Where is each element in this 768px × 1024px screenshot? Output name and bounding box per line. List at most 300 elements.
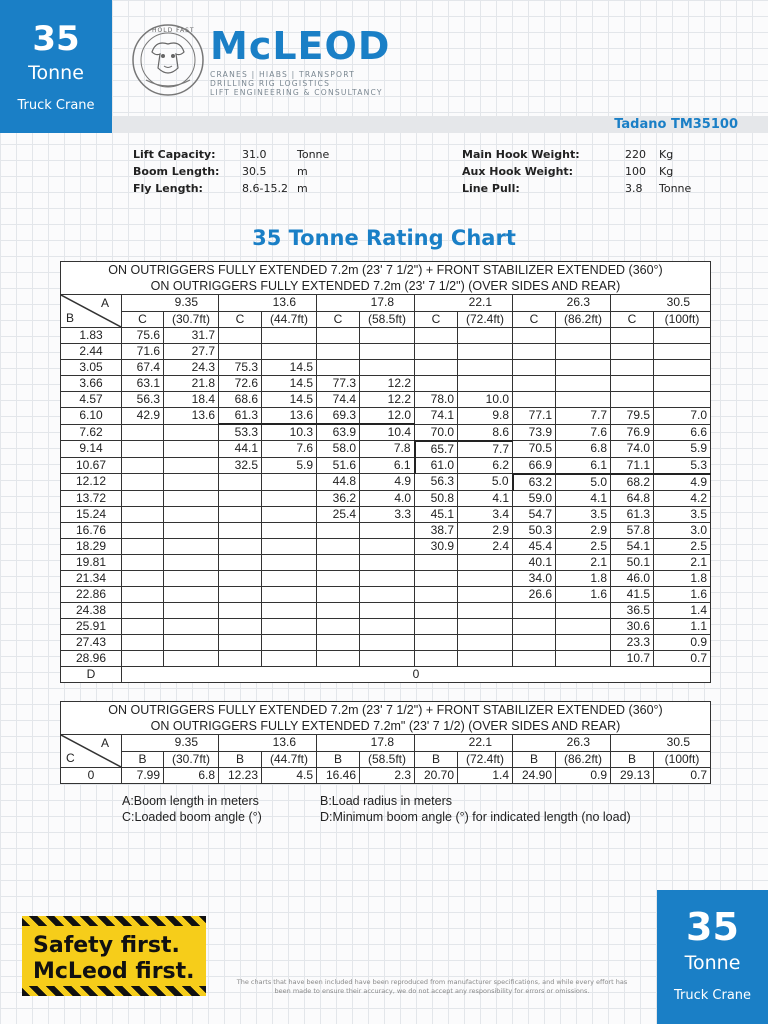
capacity-cell bbox=[556, 602, 611, 618]
capacity-cell: 4.0 bbox=[360, 490, 415, 506]
boom-length-ft: (58.5ft) bbox=[360, 311, 415, 328]
capacity-cell: 69.3 bbox=[317, 408, 360, 425]
capacity-cell bbox=[164, 554, 219, 570]
capacity-cell: 36.5 bbox=[611, 602, 654, 618]
table-row bbox=[61, 650, 711, 666]
capacity-cell: 71.6 bbox=[122, 344, 164, 360]
radius-cell: 2.3 bbox=[360, 768, 415, 784]
capacity-cell bbox=[219, 650, 262, 666]
capacity-cell bbox=[415, 360, 458, 376]
capacity-cell: 73.9 bbox=[513, 424, 556, 441]
boom-length-header: 22.1 bbox=[415, 295, 513, 312]
capacity-cell bbox=[164, 441, 219, 458]
capacity-cell: 7.7 bbox=[556, 408, 611, 425]
capacity-cell bbox=[317, 618, 360, 634]
column-label: C bbox=[513, 311, 556, 328]
capacity-cell: 50.8 bbox=[415, 490, 458, 506]
capacity-cell bbox=[458, 328, 513, 344]
capacity-cell: 6.1 bbox=[360, 457, 415, 474]
spec-value: 220 bbox=[625, 148, 646, 161]
capacity-cell bbox=[219, 344, 262, 360]
min-angle-value: 0 bbox=[122, 666, 711, 682]
legend-item: D:Minimum boom angle (°) for indicated length (no load) bbox=[320, 810, 631, 824]
safety-text bbox=[33, 933, 195, 985]
capacity-cell bbox=[262, 522, 317, 538]
capacity-cell: 67.4 bbox=[122, 360, 164, 376]
capacity-cell: 24.3 bbox=[164, 360, 219, 376]
capacity-cell bbox=[415, 650, 458, 666]
capacity-cell bbox=[317, 344, 360, 360]
capacity-cell bbox=[122, 441, 164, 458]
capacity-cell bbox=[513, 360, 556, 376]
spec-row bbox=[133, 182, 329, 199]
boom-length-header: 9.35 bbox=[122, 295, 219, 312]
capacity-cell: 32.5 bbox=[219, 457, 262, 474]
capacity-cell: 14.5 bbox=[262, 376, 317, 392]
capacity-cell bbox=[122, 554, 164, 570]
capacity-cell bbox=[556, 376, 611, 392]
capacity-cell bbox=[513, 344, 556, 360]
capacity-cell bbox=[611, 376, 654, 392]
min-angle-table bbox=[60, 701, 711, 784]
capacity-cell bbox=[317, 650, 360, 666]
spec-unit: m bbox=[297, 165, 308, 178]
capacity-cell: 6.8 bbox=[556, 441, 611, 458]
hazard-stripe bbox=[22, 986, 206, 996]
capacity-cell: 75.6 bbox=[122, 328, 164, 344]
radius-cell: 4.57 bbox=[61, 392, 122, 408]
capacity-cell: 2.4 bbox=[458, 538, 513, 554]
capacity-cell: 50.3 bbox=[513, 522, 556, 538]
capacity-cell bbox=[164, 570, 219, 586]
spec-row bbox=[133, 165, 329, 182]
column-label: B bbox=[415, 751, 458, 768]
capacity-cell bbox=[219, 506, 262, 522]
spec-value: 31.0 bbox=[242, 148, 267, 161]
capacity-cell bbox=[415, 554, 458, 570]
capacity-cell bbox=[219, 618, 262, 634]
capacity-cell: 14.5 bbox=[262, 360, 317, 376]
radius-cell: 27.43 bbox=[61, 634, 122, 650]
capacity-cell: 56.3 bbox=[415, 474, 458, 491]
radius-cell: 22.86 bbox=[61, 586, 122, 602]
table-row bbox=[61, 490, 711, 506]
capacity-cell bbox=[611, 392, 654, 408]
crest-text: HOLD FAST bbox=[152, 27, 195, 34]
radius-cell: 7.99 bbox=[122, 768, 164, 784]
radius-cell: 21.34 bbox=[61, 570, 122, 586]
boom-length-ft: (72.4ft) bbox=[458, 751, 513, 768]
spec-unit: Tonne bbox=[297, 148, 330, 161]
capacity-cell: 13.6 bbox=[262, 408, 317, 425]
specs-right bbox=[462, 148, 691, 199]
spec-unit: Kg bbox=[659, 165, 674, 178]
capacity-cell bbox=[219, 522, 262, 538]
capacity-cell bbox=[164, 586, 219, 602]
column-label: B bbox=[122, 751, 164, 768]
radius-cell: 4.5 bbox=[262, 768, 317, 784]
capacity-cell bbox=[164, 538, 219, 554]
capacity-cell: 4.2 bbox=[654, 490, 711, 506]
table-row bbox=[61, 506, 711, 522]
spec-unit: m bbox=[297, 182, 308, 195]
capacity-cell: 7.0 bbox=[654, 408, 711, 425]
capacity-cell bbox=[360, 522, 415, 538]
capacity-cell: 12.2 bbox=[360, 392, 415, 408]
capacity-cell: 38.7 bbox=[415, 522, 458, 538]
table-row bbox=[61, 554, 711, 570]
capacity-cell bbox=[122, 506, 164, 522]
capacity-cell bbox=[458, 554, 513, 570]
column-label: C bbox=[415, 311, 458, 328]
capacity-cell: 58.0 bbox=[317, 441, 360, 458]
capacity-cell: 63.2 bbox=[513, 474, 556, 491]
capacity-cell bbox=[556, 392, 611, 408]
capacity-cell bbox=[458, 634, 513, 650]
capacity-cell bbox=[317, 586, 360, 602]
legend-left bbox=[122, 793, 262, 825]
capacity-cell bbox=[360, 634, 415, 650]
capacity-cell bbox=[458, 618, 513, 634]
capacity-cell: 31.7 bbox=[164, 328, 219, 344]
radius-cell: 16.46 bbox=[317, 768, 360, 784]
boom-length-ft: (58.5ft) bbox=[360, 751, 415, 768]
capacity-cell: 45.4 bbox=[513, 538, 556, 554]
capacity-cell: 0.7 bbox=[654, 650, 711, 666]
capacity-cell bbox=[122, 474, 164, 491]
capacity-cell: 6.6 bbox=[654, 424, 711, 441]
capacity-cell bbox=[415, 634, 458, 650]
capacity-cell: 3.4 bbox=[458, 506, 513, 522]
capacity-cell bbox=[164, 522, 219, 538]
radius-cell: 25.91 bbox=[61, 618, 122, 634]
radius-cell: 6.10 bbox=[61, 408, 122, 425]
capacity-cell: 26.6 bbox=[513, 586, 556, 602]
capacity-cell: 2.5 bbox=[654, 538, 711, 554]
capacity-cell: 5.0 bbox=[458, 474, 513, 491]
boom-length-header: 9.35 bbox=[122, 735, 219, 752]
spec-label: Main Hook Weight: bbox=[462, 148, 580, 161]
capacity-cell: 68.2 bbox=[611, 474, 654, 491]
table-row bbox=[61, 408, 711, 425]
capacity-cell: 54.7 bbox=[513, 506, 556, 522]
capacity-cell bbox=[262, 602, 317, 618]
spec-value: 3.8 bbox=[625, 182, 643, 195]
capacity-cell bbox=[556, 650, 611, 666]
table-row bbox=[61, 634, 711, 650]
brand-name: McLEOD bbox=[210, 24, 391, 68]
capacity-cell: 5.9 bbox=[654, 441, 711, 458]
capacity-cell: 4.9 bbox=[654, 474, 711, 491]
badge-unit: Tonne bbox=[684, 952, 741, 974]
capacity-cell bbox=[415, 570, 458, 586]
radius-cell: 2.44 bbox=[61, 344, 122, 360]
capacity-cell bbox=[360, 538, 415, 554]
capacity-cell bbox=[513, 602, 556, 618]
radius-cell: 24.38 bbox=[61, 602, 122, 618]
radius-cell: 6.8 bbox=[164, 768, 219, 784]
capacity-cell: 74.4 bbox=[317, 392, 360, 408]
capacity-cell bbox=[122, 570, 164, 586]
badge-crane-type: Truck Crane bbox=[17, 98, 95, 113]
capacity-cell bbox=[458, 650, 513, 666]
capacity-cell bbox=[513, 392, 556, 408]
capacity-cell bbox=[360, 554, 415, 570]
capacity-cell bbox=[458, 586, 513, 602]
capacity-cell: 0.9 bbox=[654, 634, 711, 650]
capacity-cell bbox=[122, 457, 164, 474]
radius-cell: 0.7 bbox=[654, 768, 711, 784]
boom-length-header: 13.6 bbox=[219, 295, 317, 312]
corner-b: B bbox=[66, 311, 75, 325]
capacity-cell: 1.6 bbox=[556, 586, 611, 602]
capacity-cell bbox=[317, 522, 360, 538]
spec-unit: Kg bbox=[659, 148, 674, 161]
capacity-cell: 40.1 bbox=[513, 554, 556, 570]
capacity-cell bbox=[611, 360, 654, 376]
boom-length-row bbox=[61, 295, 711, 312]
capacity-cell: 76.9 bbox=[611, 424, 654, 441]
boom-length-ft: (86.2ft) bbox=[556, 751, 611, 768]
capacity-cell bbox=[654, 392, 711, 408]
capacity-cell: 64.8 bbox=[611, 490, 654, 506]
capacity-cell: 74.1 bbox=[415, 408, 458, 425]
boom-length-ft: (100ft) bbox=[654, 311, 711, 328]
capacity-cell bbox=[360, 328, 415, 344]
capacity-cell: 72.6 bbox=[219, 376, 262, 392]
capacity-cell bbox=[164, 424, 219, 441]
capacity-cell bbox=[654, 360, 711, 376]
column-label: B bbox=[317, 751, 360, 768]
capacity-cell: 45.1 bbox=[415, 506, 458, 522]
legend-item: A:Boom length in meters bbox=[122, 794, 259, 808]
capacity-cell: 1.8 bbox=[556, 570, 611, 586]
badge-number: 35 bbox=[32, 19, 80, 59]
capacity-cell: 42.9 bbox=[122, 408, 164, 425]
capacity-cell bbox=[122, 650, 164, 666]
capacity-cell: 36.2 bbox=[317, 490, 360, 506]
angle-cell: 0 bbox=[61, 768, 122, 784]
capacity-cell bbox=[556, 328, 611, 344]
capacity-cell bbox=[262, 554, 317, 570]
table-row bbox=[61, 457, 711, 474]
table-header-row bbox=[61, 262, 711, 295]
capacity-cell: 7.6 bbox=[262, 441, 317, 458]
capacity-cell bbox=[556, 360, 611, 376]
capacity-cell: 3.3 bbox=[360, 506, 415, 522]
capacity-cell bbox=[219, 328, 262, 344]
capacity-cell: 65.7 bbox=[415, 441, 458, 458]
capacity-cell bbox=[219, 634, 262, 650]
legend-item: C:Loaded boom angle (°) bbox=[122, 810, 262, 824]
capacity-cell bbox=[654, 376, 711, 392]
capacity-cell bbox=[360, 602, 415, 618]
table-row bbox=[61, 768, 711, 784]
capacity-cell bbox=[164, 506, 219, 522]
corner-a: A bbox=[100, 736, 109, 750]
capacity-cell bbox=[360, 344, 415, 360]
capacity-cell bbox=[513, 328, 556, 344]
capacity-cell bbox=[360, 586, 415, 602]
spec-value: 8.6-15.2 bbox=[242, 182, 288, 195]
legend-item: B:Load radius in meters bbox=[320, 794, 453, 808]
column-label: B bbox=[611, 751, 654, 768]
header-line-1: ON OUTRIGGERS FULLY EXTENDED 7.2m (23' 7 1/2") + FRONT STABILIZER EXTENDED (360°) bbox=[108, 703, 663, 717]
radius-cell: 18.29 bbox=[61, 538, 122, 554]
spec-label: Boom Length: bbox=[133, 165, 220, 178]
spec-unit: Tonne bbox=[659, 182, 692, 195]
capacity-cell bbox=[219, 538, 262, 554]
spec-row bbox=[462, 165, 691, 182]
table-row bbox=[61, 376, 711, 392]
capacity-cell: 4.1 bbox=[458, 490, 513, 506]
capacity-cell: 61.0 bbox=[415, 457, 458, 474]
capacity-cell bbox=[262, 650, 317, 666]
capacity-cell: 10.3 bbox=[262, 424, 317, 441]
capacity-cell bbox=[360, 650, 415, 666]
capacity-cell bbox=[219, 490, 262, 506]
capacity-cell bbox=[556, 618, 611, 634]
capacity-cell: 21.8 bbox=[164, 376, 219, 392]
capacity-cell: 41.5 bbox=[611, 586, 654, 602]
capacity-badge-bottom bbox=[657, 890, 768, 1024]
capacity-cell: 68.6 bbox=[219, 392, 262, 408]
header-line-2: ON OUTRIGGERS FULLY EXTENDED 7.2m (23' 7 1/2") (OVER SIDES AND REAR) bbox=[150, 279, 621, 293]
capacity-cell bbox=[122, 634, 164, 650]
capacity-cell bbox=[262, 344, 317, 360]
capacity-cell bbox=[122, 602, 164, 618]
safety-sign bbox=[22, 916, 206, 996]
capacity-cell bbox=[654, 344, 711, 360]
capacity-cell: 8.6 bbox=[458, 424, 513, 441]
radius-cell: 16.76 bbox=[61, 522, 122, 538]
logo-tagline-1: CRANES | HIABS | TRANSPORT bbox=[210, 70, 355, 79]
table-row bbox=[61, 344, 711, 360]
capacity-cell: 5.9 bbox=[262, 457, 317, 474]
capacity-cell bbox=[415, 618, 458, 634]
capacity-cell: 1.6 bbox=[654, 586, 711, 602]
capacity-cell bbox=[219, 570, 262, 586]
capacity-cell bbox=[122, 490, 164, 506]
spec-label: Lift Capacity: bbox=[133, 148, 216, 161]
header-line-1: ON OUTRIGGERS FULLY EXTENDED 7.2m (23' 7 1/2") + FRONT STABILIZER EXTENDED (360°) bbox=[108, 263, 663, 277]
table-header-row bbox=[61, 702, 711, 735]
capacity-cell: 77.1 bbox=[513, 408, 556, 425]
capacity-cell bbox=[556, 634, 611, 650]
column-label: B bbox=[219, 751, 262, 768]
boom-length-header: 30.5 bbox=[611, 735, 711, 752]
boom-length-header: 30.5 bbox=[611, 295, 711, 312]
capacity-cell: 1.1 bbox=[654, 618, 711, 634]
capacity-cell: 77.3 bbox=[317, 376, 360, 392]
spec-value: 30.5 bbox=[242, 165, 267, 178]
capacity-cell: 56.3 bbox=[122, 392, 164, 408]
radius-cell: 10.67 bbox=[61, 457, 122, 474]
capacity-cell: 66.9 bbox=[513, 457, 556, 474]
capacity-cell bbox=[262, 328, 317, 344]
boom-length-ft: (30.7ft) bbox=[164, 311, 219, 328]
capacity-cell bbox=[122, 618, 164, 634]
capacity-cell bbox=[317, 360, 360, 376]
capacity-cell bbox=[262, 506, 317, 522]
capacity-cell bbox=[164, 457, 219, 474]
radius-cell: 20.70 bbox=[415, 768, 458, 784]
radius-cell: 1.83 bbox=[61, 328, 122, 344]
capacity-cell bbox=[458, 344, 513, 360]
capacity-cell: 1.4 bbox=[654, 602, 711, 618]
capacity-cell: 6.2 bbox=[458, 457, 513, 474]
table-row bbox=[61, 328, 711, 344]
rating-table bbox=[60, 261, 711, 683]
radius-cell: 7.62 bbox=[61, 424, 122, 441]
spec-value: 100 bbox=[625, 165, 646, 178]
column-subheader-row bbox=[61, 751, 711, 768]
capacity-cell: 2.9 bbox=[458, 522, 513, 538]
capacity-cell bbox=[458, 602, 513, 618]
capacity-cell: 74.0 bbox=[611, 441, 654, 458]
capacity-cell: 5.3 bbox=[654, 457, 711, 474]
capacity-cell: 2.1 bbox=[556, 554, 611, 570]
boom-length-header: 17.8 bbox=[317, 735, 415, 752]
header-line-2: ON OUTRIGGERS FULLY EXTENDED 7.2m" (23' 7 1/2) (OVER SIDES AND REAR) bbox=[150, 719, 621, 733]
capacity-cell bbox=[415, 376, 458, 392]
table-row bbox=[61, 441, 711, 458]
boom-length-ft: (72.4ft) bbox=[458, 311, 513, 328]
capacity-cell bbox=[513, 376, 556, 392]
radius-cell: 12.23 bbox=[219, 768, 262, 784]
capacity-cell: 12.0 bbox=[360, 408, 415, 425]
capacity-cell bbox=[458, 376, 513, 392]
capacity-cell: 61.3 bbox=[611, 506, 654, 522]
disclaimer: The charts that have been included have been reproduced from manufacturer specifications, and while every effort has been made to ensure their accuracy, we do not accept any responsibility for errors or omissions. bbox=[236, 978, 628, 995]
capacity-cell bbox=[164, 650, 219, 666]
corner-a: A bbox=[100, 296, 109, 310]
capacity-cell: 12.2 bbox=[360, 376, 415, 392]
capacity-cell: 51.6 bbox=[317, 457, 360, 474]
capacity-cell: 63.9 bbox=[317, 424, 360, 441]
logo-tagline-3: LIFT ENGINEERING & CONSULTANCY bbox=[210, 88, 383, 97]
capacity-cell: 30.9 bbox=[415, 538, 458, 554]
capacity-cell: 5.0 bbox=[556, 474, 611, 491]
boom-length-ft: (44.7ft) bbox=[262, 751, 317, 768]
column-label: B bbox=[513, 751, 556, 768]
capacity-cell bbox=[262, 474, 317, 491]
capacity-cell: 10.7 bbox=[611, 650, 654, 666]
capacity-cell: 25.4 bbox=[317, 506, 360, 522]
capacity-cell bbox=[262, 490, 317, 506]
model-bar bbox=[112, 116, 768, 133]
spec-label: Fly Length: bbox=[133, 182, 203, 195]
capacity-cell: 1.8 bbox=[654, 570, 711, 586]
capacity-cell: 70.5 bbox=[513, 441, 556, 458]
capacity-cell bbox=[458, 360, 513, 376]
capacity-cell bbox=[317, 328, 360, 344]
capacity-cell bbox=[219, 586, 262, 602]
capacity-cell bbox=[219, 554, 262, 570]
capacity-cell: 6.1 bbox=[556, 457, 611, 474]
boom-length-ft: (44.7ft) bbox=[262, 311, 317, 328]
capacity-cell: 4.9 bbox=[360, 474, 415, 491]
capacity-cell bbox=[360, 570, 415, 586]
table-header bbox=[61, 702, 711, 735]
boom-length-header: 17.8 bbox=[317, 295, 415, 312]
radius-cell: 13.72 bbox=[61, 490, 122, 506]
radius-cell: 12.12 bbox=[61, 474, 122, 491]
capacity-cell: 75.3 bbox=[219, 360, 262, 376]
capacity-badge-top bbox=[0, 0, 112, 133]
capacity-cell: 7.7 bbox=[458, 441, 513, 458]
capacity-cell: 30.6 bbox=[611, 618, 654, 634]
